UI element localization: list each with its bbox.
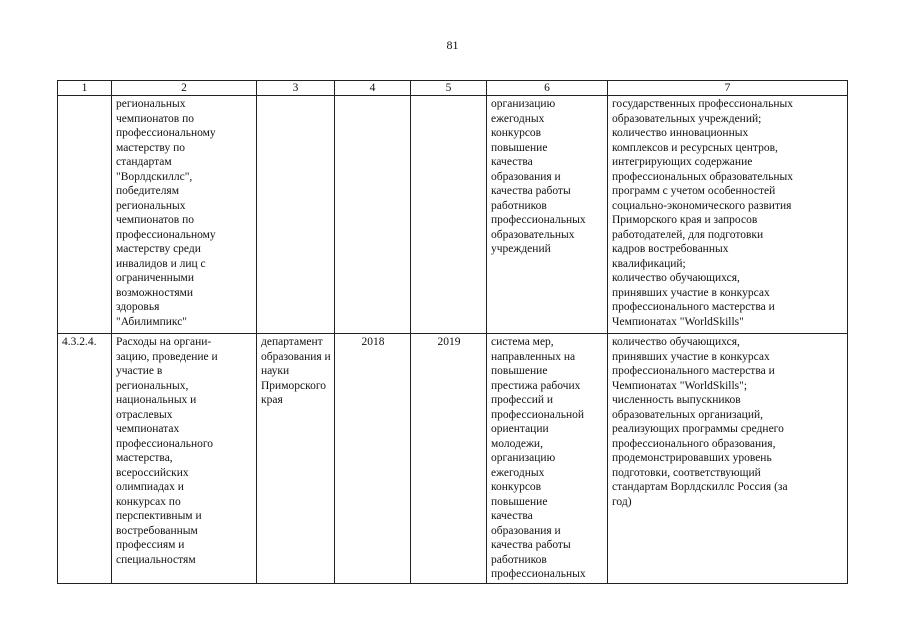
cell-text-line: система мер, — [491, 336, 554, 348]
column-header-2: 2 — [112, 81, 257, 96]
cell-text-line: ограниченными — [116, 272, 194, 284]
cell-text-line: специальностям — [116, 553, 196, 566]
end-year-cell: 2019 — [411, 334, 487, 584]
executor-cell — [257, 334, 335, 584]
cell-text-line: региональных — [116, 199, 186, 212]
cell-text-line: профессий и — [491, 394, 554, 406]
cell-text-line: мастерству среди — [116, 243, 201, 255]
cell-text-line: ежегодных — [491, 466, 545, 479]
cell-text-line: профессиональной — [491, 408, 585, 421]
cell-text-line: престижа рабочих — [491, 379, 581, 392]
cell-text-line: количество обучающихся, — [612, 272, 740, 284]
cell-text-line: образования и — [491, 170, 561, 183]
column-header-6: 6 — [487, 81, 608, 96]
cell-text-line: "Абилимпикс" — [116, 315, 187, 328]
cell-text-line: чемпионатах — [116, 423, 180, 435]
cell-text-line: молодежи, — [491, 437, 543, 450]
cell-text-line: мастерству по — [116, 141, 185, 154]
cell-text-line: профессионального образования, — [612, 437, 776, 450]
cell-text-line: повышение — [491, 495, 548, 508]
cell-text-line: чемпионатов по — [116, 112, 195, 125]
cell-text-line: "Ворлдскиллс", — [116, 170, 193, 183]
cell-text-line: востребованным — [116, 524, 198, 537]
cell-text-line: организацию — [491, 98, 556, 110]
row-number-cell: 4.3.2.4. — [58, 334, 112, 584]
cell-text-line: олимпиадах и — [116, 481, 184, 493]
cell-text-line: мастерства, — [116, 452, 173, 464]
cell-text-line: участие в — [116, 365, 163, 377]
cell-text-line: ориентации — [491, 423, 549, 435]
column-header-1: 1 — [58, 81, 112, 96]
cell-text-line: работников — [491, 199, 547, 212]
header-row — [58, 81, 848, 96]
cell-text-line: департамент — [261, 336, 323, 348]
cell-text-line: края — [261, 394, 283, 406]
cell-text-line: победителям — [116, 185, 179, 197]
cell-text-line: направленных на — [491, 350, 576, 363]
cell-text-line: ежегодных — [491, 112, 545, 125]
cell-text-line: Приморского — [261, 379, 327, 392]
cell-text-line: профессионального мастерства и — [612, 301, 775, 313]
cell-text-line: количество обучающихся, — [612, 336, 740, 348]
cell-text-line: профессиональному — [116, 127, 216, 139]
cell-text-line: Чемпионатах "WorldSkills"; — [612, 379, 748, 392]
cell-text-line: реализующих программы среднего — [612, 423, 784, 435]
cell-text-line: профессиональных образовательных — [612, 170, 793, 183]
cell-text-line: государственных профессиональных — [612, 98, 793, 110]
start-year-cell: 2018 — [335, 334, 411, 584]
column-header-7: 7 — [608, 81, 848, 96]
table-row — [58, 334, 848, 584]
activity-name-cell — [112, 96, 257, 334]
cell-text-line: профессионального мастерства и — [612, 365, 775, 377]
cell-text-line: интегрирующих содержание — [612, 156, 753, 168]
cell-text-line: Расходы на органи- — [116, 336, 212, 348]
cell-text-line: работников — [491, 553, 547, 566]
cell-text-line: национальных и — [116, 394, 197, 406]
cell-text-line: программ с учетом особенностей — [612, 185, 776, 197]
cell-text-line: социально-экономического развития — [612, 199, 792, 212]
cell-text-line: продемонстрировавших уровень — [612, 452, 772, 464]
cell-text-line: Приморского края и запросов — [612, 214, 758, 226]
cell-text-line: принявших участие в конкурсах — [612, 286, 770, 299]
cell-text-line: здоровья — [116, 301, 160, 313]
cell-text-line: квалификаций; — [612, 257, 686, 270]
cell-text-line: всероссийских — [116, 466, 189, 479]
cell-text-line: конкурсов — [491, 481, 542, 493]
cell-text-line: качества работы — [491, 539, 571, 551]
cell-text-line: численность выпускников — [612, 394, 741, 406]
cell-text-line: повышение — [491, 141, 548, 154]
cell-text-line: чемпионатов по — [116, 214, 195, 226]
table-row — [58, 96, 848, 334]
cell-text-line: учреждений — [491, 243, 551, 255]
cell-text-line: профессиональному — [116, 228, 216, 241]
cell-text-line: образования и — [261, 350, 331, 363]
cell-text-line: подготовки, соответствующий — [612, 466, 761, 479]
cell-text-line: год) — [612, 495, 632, 508]
expected-result-cell — [487, 334, 608, 584]
column-header-3: 3 — [257, 81, 335, 96]
cell-text-line: организацию — [491, 452, 556, 464]
cell-text-line: зацию, проведение и — [116, 350, 218, 363]
cell-text-line: отраслевых — [116, 408, 173, 421]
start-year-cell — [335, 96, 411, 334]
cell-text-line: конкурсов — [491, 127, 542, 139]
indicator-cell — [608, 334, 848, 584]
cell-text-line: образовательных — [491, 228, 575, 241]
program-table — [57, 80, 848, 584]
indicator-cell — [608, 96, 848, 334]
column-header-4: 4 — [335, 81, 411, 96]
cell-text-line: профессиональных — [491, 568, 586, 580]
cell-text-line: профессиональных — [491, 214, 586, 226]
column-header-5: 5 — [411, 81, 487, 96]
cell-text-line: конкурсах по — [116, 495, 181, 508]
cell-text-line: комплексов и ресурсных центров, — [612, 141, 778, 154]
cell-text-line: профессионального — [116, 437, 214, 450]
cell-text-line: профессиям и — [116, 539, 185, 551]
expected-result-cell — [487, 96, 608, 334]
cell-text-line: стандартам — [116, 156, 172, 168]
cell-text-line: региональных — [116, 98, 186, 110]
cell-text-line: качества работы — [491, 185, 571, 197]
cell-text-line: качества — [491, 510, 533, 522]
cell-text-line: инвалидов и лиц с — [116, 257, 206, 270]
cell-text-line: образовательных организаций, — [612, 408, 763, 421]
cell-text-line: качества — [491, 156, 533, 168]
cell-text-line: работодателей, для подготовки — [612, 228, 764, 241]
executor-cell — [257, 96, 335, 334]
cell-text-line: образования и — [491, 524, 561, 537]
cell-text-line: возможностями — [116, 286, 194, 299]
cell-text-line: науки — [261, 365, 290, 377]
cell-text-line: региональных, — [116, 379, 189, 392]
cell-text-line: количество инновационных — [612, 127, 749, 139]
cell-text-line: Чемпионатах "WorldSkills" — [612, 315, 744, 328]
cell-text-line: повышение — [491, 365, 548, 377]
page-number: 81 — [446, 38, 459, 52]
cell-text-line: образовательных учреждений; — [612, 112, 762, 125]
cell-text-line: перспективным и — [116, 510, 202, 522]
cell-text-line: стандартам Ворлдскиллс Россия (за — [612, 481, 788, 493]
cell-text-line: кадров востребованных — [612, 243, 729, 255]
cell-text-line: принявших участие в конкурсах — [612, 350, 770, 363]
activity-name-cell — [112, 334, 257, 584]
end-year-cell — [411, 96, 487, 334]
row-number-cell — [58, 96, 112, 334]
